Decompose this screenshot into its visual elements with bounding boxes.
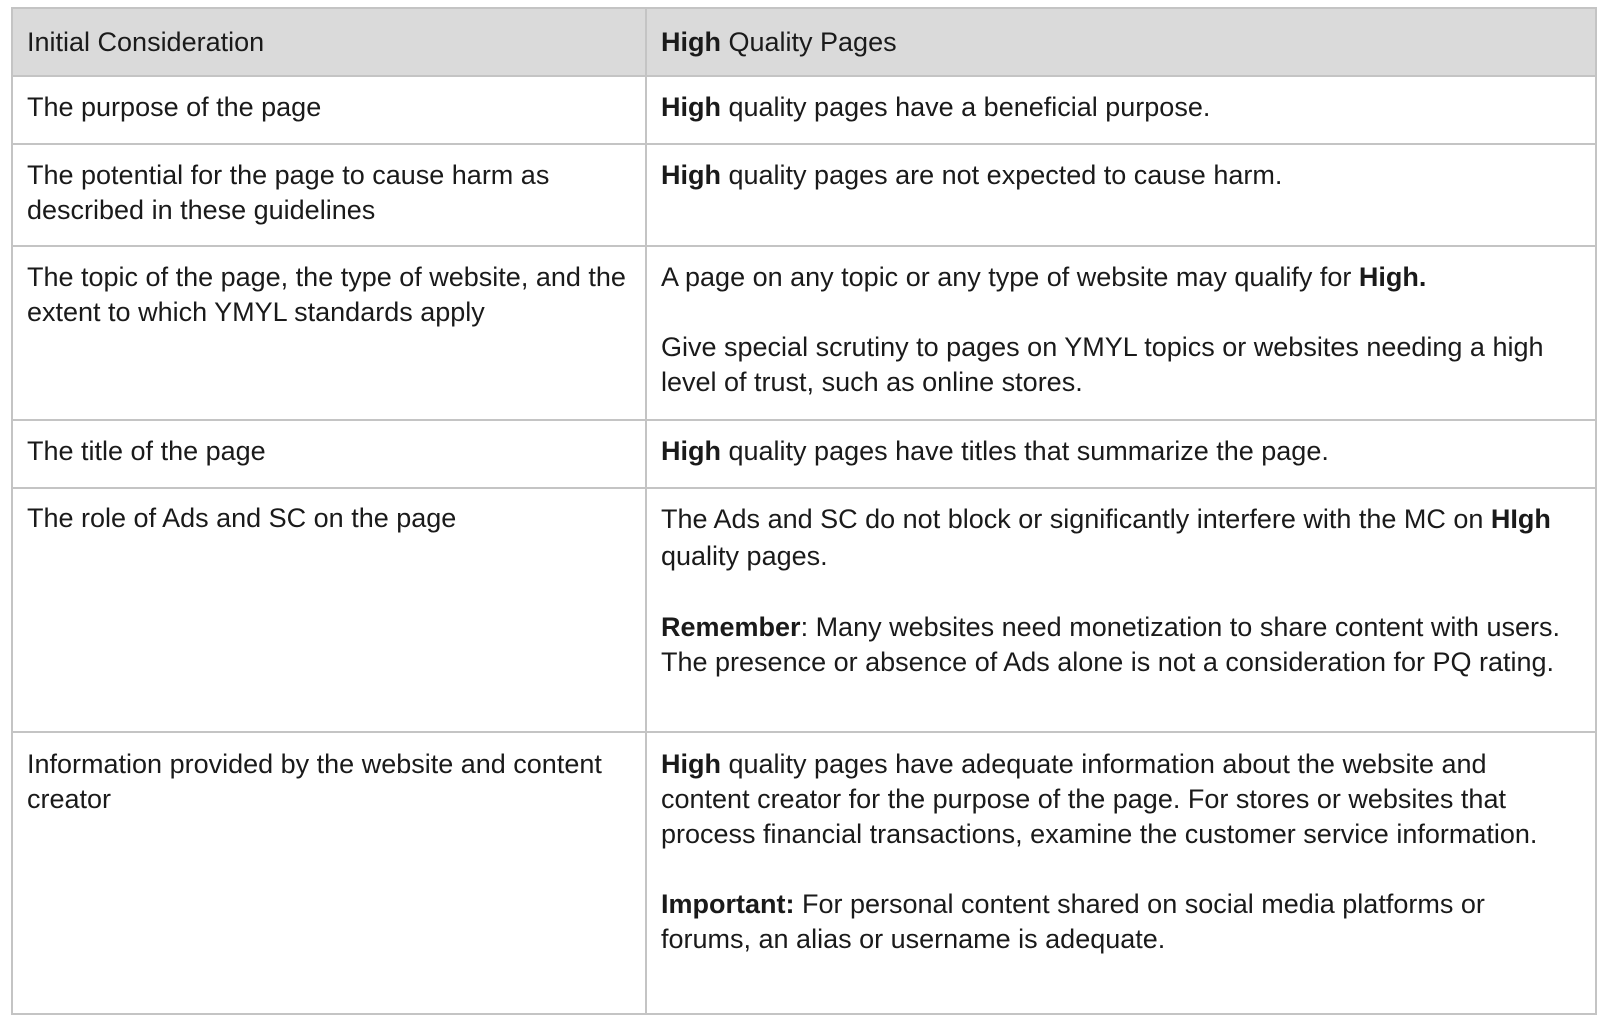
- table-row: [12, 488, 1596, 732]
- consideration-text: The topic of the page, the type of website, and the extent to which YMYL standards apply: [27, 262, 626, 327]
- quality-bold: High: [661, 92, 721, 122]
- consideration-cell: [12, 246, 646, 420]
- header-initial-consideration: [12, 8, 646, 76]
- table-row: [12, 76, 1596, 144]
- quality-text: quality pages have a beneficial purpose.: [721, 92, 1211, 122]
- table-header-row: [12, 8, 1596, 76]
- quality-text: : Many websites need monetization to share content with users. The presence or absence of Ads alone is not a consideration for PQ rating.: [661, 612, 1560, 677]
- quality-text: For personal content shared on social media platforms or forums, an alias or username is adequate.: [661, 889, 1485, 954]
- quality-paragraph: [661, 260, 1581, 295]
- quality-text: Give special scrutiny to pages on YMYL topics or websites needing a high level of trust, such as online stores.: [661, 332, 1544, 397]
- consideration-text: The purpose of the page: [27, 92, 322, 122]
- table-row: [12, 246, 1596, 420]
- consideration-cell: [12, 144, 646, 246]
- quality-bold: High: [661, 160, 721, 190]
- quality-bold: High: [661, 436, 721, 466]
- table-row: [12, 144, 1596, 246]
- quality-cell: [646, 246, 1596, 420]
- quality-text: quality pages have titles that summarize the page.: [721, 436, 1329, 466]
- quality-text: A page on any topic or any type of website may qualify for: [661, 262, 1359, 292]
- quality-cell: [646, 144, 1596, 246]
- quality-paragraph: [661, 330, 1581, 400]
- quality-bold: High: [661, 749, 721, 779]
- header-col2-text: Quality Pages: [721, 27, 897, 57]
- quality-text: quality pages are not expected to cause harm.: [721, 160, 1283, 190]
- consideration-cell: [12, 732, 646, 1014]
- consideration-cell: [12, 76, 646, 144]
- quality-bold: High.: [1358, 262, 1427, 292]
- remember-label: Remember: [661, 612, 801, 642]
- header-high-quality-pages: [646, 8, 1596, 76]
- quality-bold: HIgh: [1490, 504, 1551, 534]
- header-col2-bold: High: [661, 27, 721, 57]
- quality-cell: [646, 420, 1596, 488]
- table-row: [12, 732, 1596, 1014]
- consideration-text: Information provided by the website and content creator: [27, 749, 602, 814]
- consideration-text: The title of the page: [27, 436, 266, 466]
- quality-paragraph: [661, 887, 1581, 957]
- header-col1-text: Initial Consideration: [27, 27, 265, 57]
- quality-text: quality pages.: [661, 541, 828, 571]
- quality-cell: [646, 488, 1596, 732]
- quality-paragraph: [661, 610, 1581, 680]
- consideration-text: The potential for the page to cause harm as described in these guidelines: [27, 160, 550, 225]
- important-label: Important:: [661, 889, 795, 919]
- consideration-cell: [12, 488, 646, 732]
- quality-cell: [646, 732, 1596, 1014]
- quality-guidelines-table: [11, 7, 1597, 1015]
- quality-paragraph: [661, 501, 1581, 575]
- quality-text: quality pages have adequate information about the website and content creator for the purpose of the page. For stores or websites that process financial transactions, examine the customer service information.: [661, 749, 1538, 849]
- quality-text: The Ads and SC do not block or significantly interfere with the MC on: [661, 504, 1491, 534]
- table-row: [12, 420, 1596, 488]
- quality-paragraph: [661, 747, 1581, 852]
- consideration-cell: [12, 420, 646, 488]
- quality-cell: [646, 76, 1596, 144]
- consideration-text: The role of Ads and SC on the page: [27, 503, 457, 533]
